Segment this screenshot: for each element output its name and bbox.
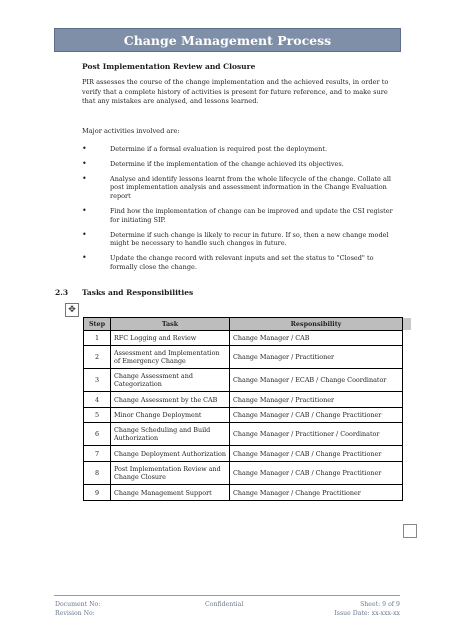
- cell-step: 3: [84, 369, 111, 392]
- bullet-icon: •: [82, 229, 87, 239]
- column-header-responsibility: Responsibility: [230, 318, 403, 331]
- cell-step: 1: [84, 331, 111, 346]
- cell-step: 5: [84, 408, 111, 423]
- list-item-text: Analyse and identify lessons learnt from the whole lifecycle of the change. Collate all post implementation analysis and assessment information in the Change Evaluation report: [110, 174, 392, 201]
- section-title: Tasks and Responsibilities: [82, 288, 194, 297]
- pir-paragraph: PIR assesses the course of the change implementation and the achieved results, in order to verify that a complete history of activities is present for future reference, and to make sure that any mistakes are analysed, and lessons learned.: [82, 78, 389, 106]
- table-row: [84, 462, 403, 485]
- footer-divider: [54, 595, 400, 596]
- footer-left: [55, 600, 100, 618]
- cell-task: Post Implementation Review and Change Closure: [111, 462, 230, 485]
- footer-right: [334, 600, 400, 618]
- cell-responsibility: Change Manager / CAB: [230, 331, 403, 346]
- sheet-number: Sheet: 9 of 9: [360, 601, 400, 608]
- list-item: [82, 231, 402, 249]
- table-row: [84, 369, 403, 392]
- list-item: [82, 160, 402, 169]
- list-item-text: Determine if such change is likely to recur in future. If so, then a new change model might be necessary to handle such changes in future.: [110, 230, 389, 248]
- table-row: [84, 408, 403, 423]
- bullet-icon: •: [82, 205, 87, 215]
- bullet-icon: •: [82, 144, 87, 153]
- cell-task: RFC Logging and Review: [111, 331, 230, 346]
- table-row: [84, 446, 403, 462]
- list-item-text: Find how the implementation of change can be improved and update the CSI register for initiating SIP.: [110, 206, 393, 224]
- cell-responsibility: Change Manager / CAB / Change Practitioner: [230, 408, 403, 423]
- table-row: [84, 331, 403, 346]
- list-item-text: Determine if the implementation of the change achieved its objectives.: [110, 159, 344, 168]
- bullet-icon: •: [82, 253, 87, 263]
- table-row: [84, 392, 403, 408]
- cell-task: Change Management Support: [111, 485, 230, 501]
- table-row: [84, 485, 403, 501]
- cell-responsibility: Change Manager / CAB / Change Practitioner: [230, 446, 403, 462]
- cell-responsibility: Change Manager / Change Practitioner: [230, 485, 403, 501]
- table-resize-strip: [403, 318, 411, 330]
- table-row: [84, 423, 403, 446]
- bullet-icon: •: [82, 158, 87, 168]
- cell-task: Minor Change Deployment: [111, 408, 230, 423]
- cell-task: Change Assessment and Categorization: [111, 369, 230, 392]
- cell-step: 6: [84, 423, 111, 446]
- page-title-text: Change Management Process: [123, 32, 332, 48]
- list-item-text: Update the change record with relevant inputs and set the status to "Closed" to formally close the change.: [110, 254, 374, 271]
- bullet-icon: •: [82, 173, 87, 183]
- document-number-label: Document No:: [55, 601, 101, 608]
- cell-responsibility: Change Manager / Practitioner: [230, 346, 403, 369]
- list-item: [82, 254, 402, 272]
- activities-list: [82, 145, 402, 278]
- cell-responsibility: Change Manager / CAB / Change Practitioner: [230, 462, 403, 485]
- cell-step: 2: [84, 346, 111, 369]
- issue-date: Issue Date: xx-xxx-xx: [334, 610, 400, 617]
- list-item: [82, 145, 402, 154]
- confidential-label: Confidential: [205, 601, 244, 608]
- column-header-step: Step: [84, 318, 111, 331]
- revision-number-label: Revision No:: [55, 610, 95, 617]
- cell-step: 4: [84, 392, 111, 408]
- list-item: [82, 175, 402, 201]
- table-row: [84, 346, 403, 369]
- major-activities-label: Major activities involved are:: [82, 127, 180, 135]
- cell-step: 7: [84, 446, 111, 462]
- cell-task: Assessment and Implementation of Emergency Change: [111, 346, 230, 369]
- cell-task: Change Deployment Authorization: [111, 446, 230, 462]
- list-item-text: Determine if a formal evaluation is required post the deployment.: [110, 145, 328, 153]
- table-header-row: [84, 318, 403, 331]
- cell-step: 8: [84, 462, 111, 485]
- cell-task: Change Scheduling and Build Authorization: [111, 423, 230, 446]
- cell-responsibility: Change Manager / ECAB / Change Coordinator: [230, 369, 403, 392]
- cell-responsibility: Change Manager / Practitioner / Coordinator: [230, 423, 403, 446]
- cell-step: 9: [84, 485, 111, 501]
- list-item: [82, 207, 402, 225]
- section-number: 2.3: [55, 288, 69, 297]
- page-title: [54, 28, 401, 52]
- pir-heading: Post Implementation Review and Closure: [82, 62, 256, 71]
- cell-task: Change Assessment by the CAB: [111, 392, 230, 408]
- move-arrows-icon[interactable]: ✥: [65, 303, 79, 317]
- tasks-table: [83, 317, 403, 501]
- cell-responsibility: Change Manager / Practitioner: [230, 392, 403, 408]
- table-resize-handle[interactable]: [403, 524, 417, 538]
- column-header-task: Task: [111, 318, 230, 331]
